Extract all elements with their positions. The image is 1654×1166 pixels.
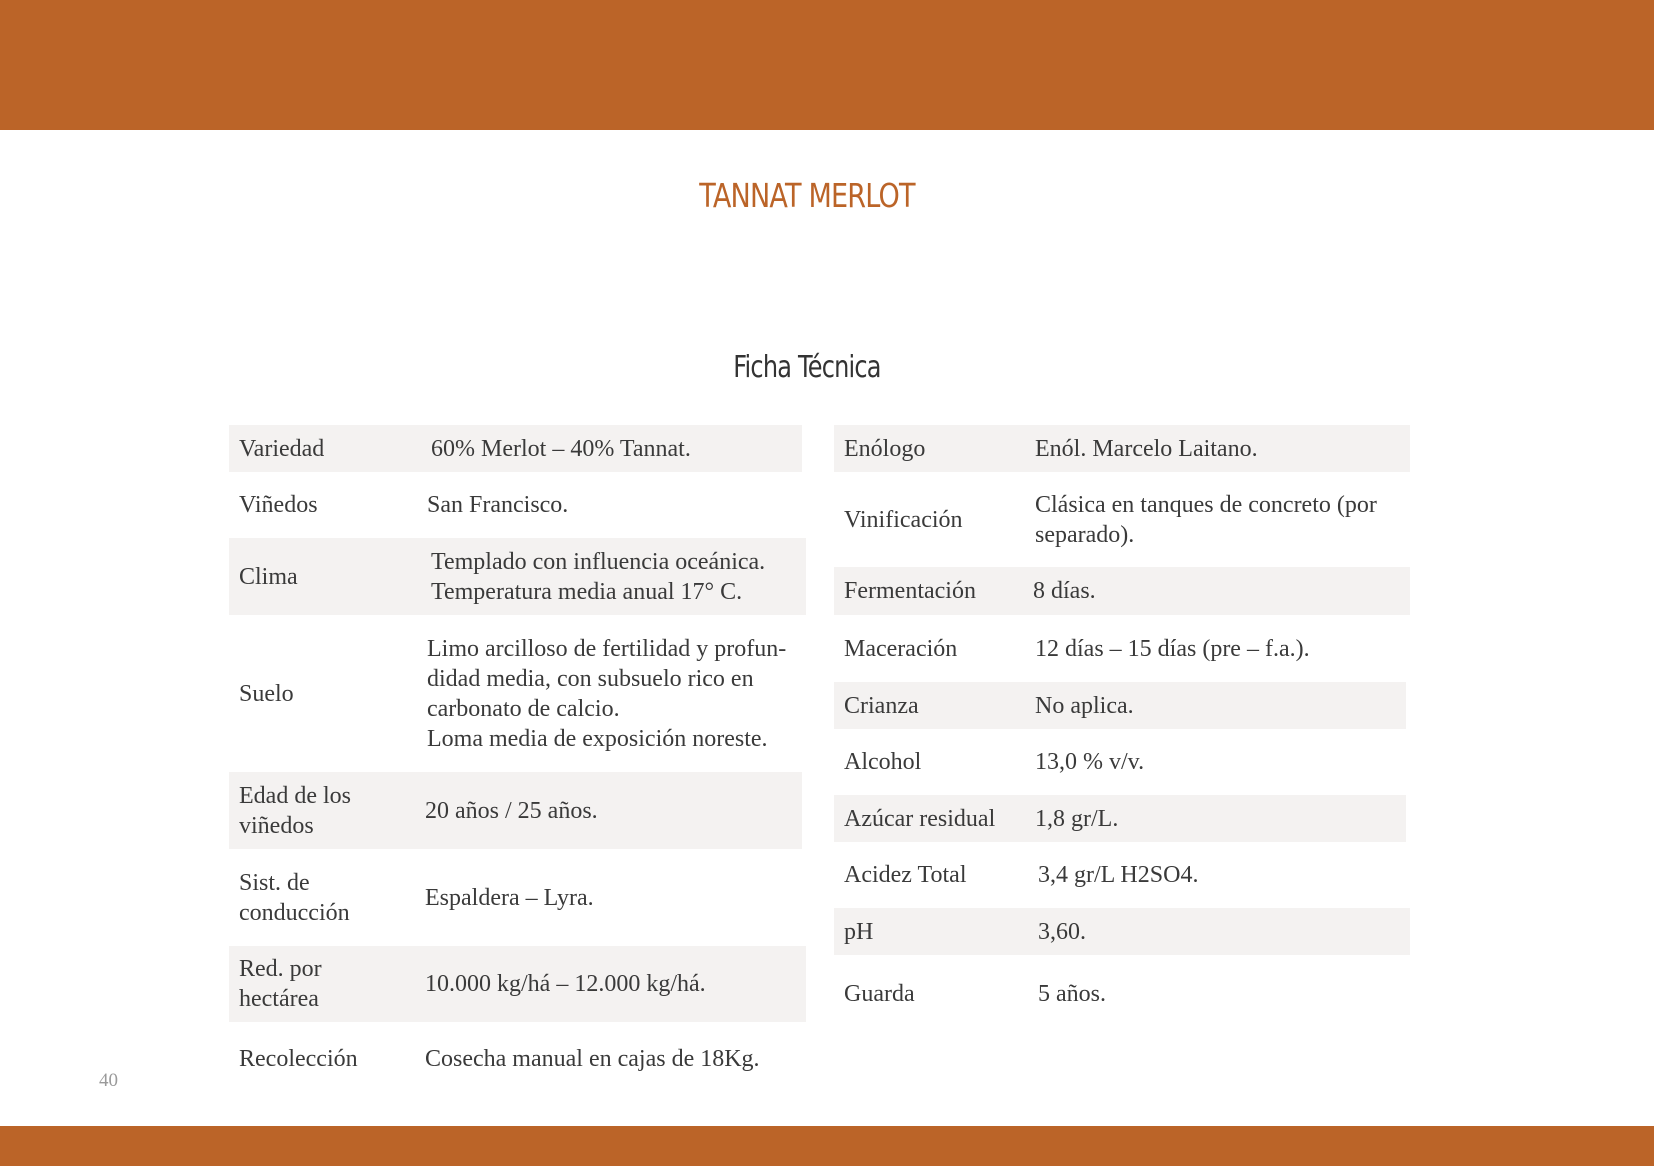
spec-row-edad xyxy=(229,772,802,849)
spec-row-suelo xyxy=(229,615,802,772)
spec-row-recoleccion xyxy=(229,1022,802,1096)
spec-label: Suelo xyxy=(239,680,294,707)
spec-value: 5 años. xyxy=(1038,981,1106,1007)
spec-label: Variedad xyxy=(239,435,325,462)
spec-row-vinedos xyxy=(229,472,802,538)
spec-value: Cosecha manual en cajas de 18Kg. xyxy=(425,1046,760,1072)
spec-row-vinificacion xyxy=(834,472,1410,567)
spec-label: Recolección xyxy=(239,1046,358,1072)
spec-row-guarda xyxy=(834,955,1410,1033)
spec-label: Azúcar residual xyxy=(844,805,996,832)
spec-value: 3,60. xyxy=(1038,918,1086,945)
bottom-band xyxy=(0,1126,1654,1166)
page-number: 40 xyxy=(99,1070,118,1091)
spec-label: Edad de los viñedos xyxy=(239,782,351,839)
spec-label: Alcohol xyxy=(844,749,922,775)
spec-row-enologo xyxy=(834,425,1410,472)
spec-value: 8 días. xyxy=(1033,578,1096,604)
spec-value: 3,4 gr/L H2SO4. xyxy=(1038,862,1199,888)
spec-value: Enól. Marcelo Laitano. xyxy=(1035,435,1258,462)
wine-title: TANNAT MERLOT xyxy=(699,176,915,215)
spec-value: 13,0 % v/v. xyxy=(1035,749,1145,775)
spec-label: Vinificación xyxy=(844,506,963,533)
spec-value: Clásica en tanques de concreto (por separado). xyxy=(1035,491,1377,548)
spec-value: 1,8 gr/L. xyxy=(1035,805,1119,832)
spec-row-azucar xyxy=(834,795,1406,842)
spec-value: Limo arcilloso de fertilidad y profun- didad media, con subsuelo rico en carbonato de calcio. Loma media de exposición noreste. xyxy=(427,635,787,752)
spec-row-rendimiento xyxy=(229,946,806,1022)
spec-label: Acidez Total xyxy=(844,862,967,888)
spec-label: Enólogo xyxy=(844,435,926,462)
spec-row-maceracion xyxy=(834,615,1410,682)
spec-value: San Francisco. xyxy=(427,492,569,518)
spec-label: Clima xyxy=(239,563,298,590)
spec-label: Viñedos xyxy=(239,492,318,518)
spec-label: pH xyxy=(844,918,874,945)
spec-value: Templado con influencia oceánica. Temperatura media anual 17° C. xyxy=(431,548,766,605)
spec-row-ph xyxy=(834,908,1410,955)
spec-row-alcohol xyxy=(834,729,1410,795)
spec-label: Maceración xyxy=(844,635,958,662)
spec-row-conduccion xyxy=(229,849,802,946)
spec-row-clima xyxy=(229,538,806,615)
spec-label: Crianza xyxy=(844,692,919,719)
spec-value: Espaldera – Lyra. xyxy=(425,884,594,911)
spec-label: Guarda xyxy=(844,981,915,1007)
spec-row-variedad xyxy=(229,425,802,472)
top-band xyxy=(0,0,1654,130)
spec-label: Red. por hectárea xyxy=(239,956,322,1012)
spec-value: 10.000 kg/há – 12.000 kg/há. xyxy=(425,971,706,997)
spec-label: Sist. de conducción xyxy=(239,869,350,926)
spec-row-fermentacion xyxy=(834,567,1410,615)
spec-value: 12 días – 15 días (pre – f.a.). xyxy=(1035,635,1310,662)
section-title: Ficha Técnica xyxy=(733,350,881,385)
spec-label: Fermentación xyxy=(844,578,976,604)
spec-value: 20 años / 25 años. xyxy=(425,797,598,824)
spec-value: 60% Merlot – 40% Tannat. xyxy=(431,435,691,462)
spec-row-crianza xyxy=(834,682,1406,729)
spec-value: No aplica. xyxy=(1035,692,1134,719)
spec-row-acidez xyxy=(834,842,1410,908)
